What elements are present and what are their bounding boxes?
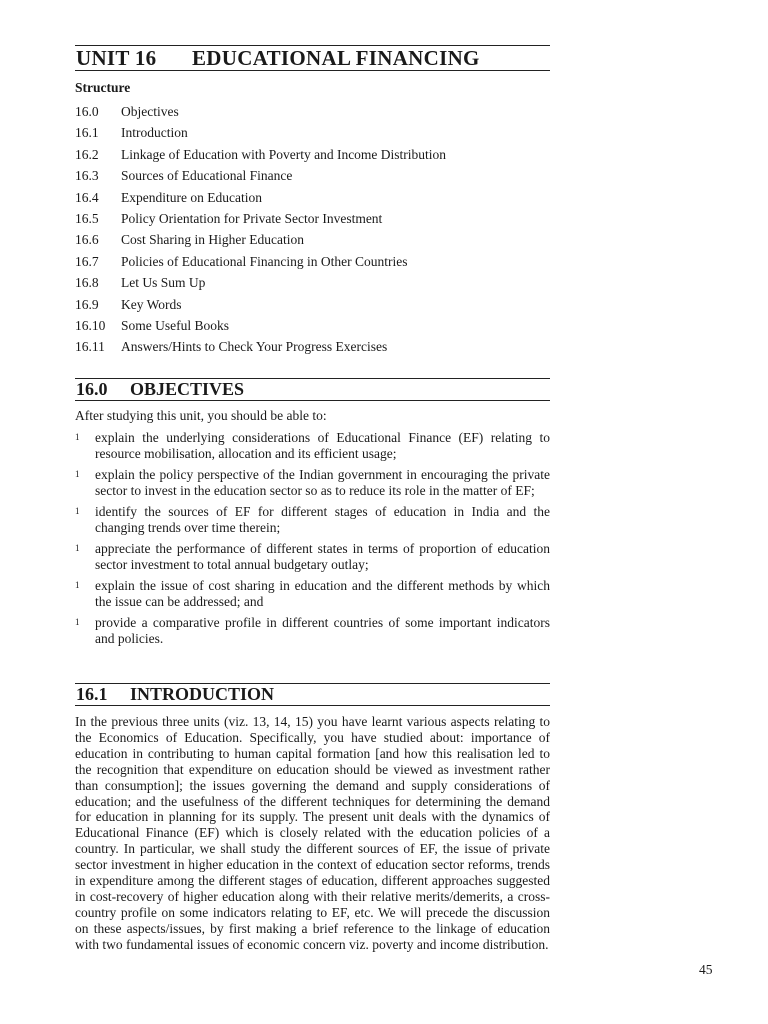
objective-item	[75, 541, 550, 572]
bullet-marker: 1	[75, 543, 80, 553]
objective-text: explain the issue of cost sharing in education and the different methods by which the issue can be addressed; and	[95, 578, 550, 609]
toc-item	[75, 294, 550, 315]
toc-number: 16.10	[75, 317, 106, 333]
toc-label: Sources of Educational Finance	[121, 168, 293, 184]
toc-label: Some Useful Books	[121, 317, 229, 333]
toc-label: Linkage of Education with Poverty and Income Distribution	[121, 146, 447, 162]
toc-item	[75, 315, 550, 336]
objective-text: explain the underlying considerations of Educational Finance (EF) relating to resource mobilisation, allocation and its efficient usage;	[95, 430, 550, 461]
toc-item	[75, 101, 550, 122]
section-number: 16.1	[76, 684, 108, 704]
objective-item	[75, 430, 550, 461]
bullet-marker: 1	[75, 432, 80, 442]
introduction-paragraph: In the previous three units (viz. 13, 14, 15) you have learnt various aspects relating to the Economics of Education. Specifically, you have studied about: importance of education in contributing to human capital formation [and how this realisation led to the recognition that expenditure on education should be viewed as investment rather than consumption]; the issues governing the demand and supply considerations of education; and the usefulness of the different techniques for determining the demand for education in planning for its supply. The present unit deals with the dynamics of Educational Finance (EF) which is closely related with the education policies of a country. In particular, we shall study the different sources of EF, the issue of private sector investment in higher education in the context of education sector reforms, trends in expenditure among the different stages of education, different approaches suggested in cost-recovery of higher education along with their relative merits/demerits, a cross-country profile on some indicators relating to EF, etc. We will precede the discussion on these aspects/issues, by first making a brief reference to the linkage of education with two fundamental issues of economic concern viz. poverty and income distribution.	[75, 714, 550, 952]
objective-item	[75, 504, 550, 535]
section-title: OBJECTIVES	[130, 379, 245, 399]
bullet-marker: 1	[75, 506, 80, 516]
objectives-list	[75, 430, 550, 652]
toc-number: 16.1	[75, 125, 99, 141]
section-bottom-rule	[75, 400, 550, 401]
bullet-marker: 1	[75, 580, 80, 590]
toc-number: 16.11	[75, 339, 105, 355]
objective-item	[75, 615, 550, 646]
objective-item	[75, 467, 550, 498]
toc-item	[75, 122, 550, 143]
objective-text: appreciate the performance of different states in terms of proportion of education sector investment to total annual budgetary outlay;	[95, 541, 550, 572]
toc-number: 16.6	[75, 232, 99, 248]
objective-text: provide a comparative profile in different countries of some important indicators and policies.	[95, 615, 550, 646]
toc-label: Expenditure on Education	[121, 189, 262, 205]
toc-number: 16.9	[75, 296, 99, 312]
bullet-marker: 1	[75, 617, 80, 627]
toc-item	[75, 272, 550, 293]
toc-label: Introduction	[121, 125, 188, 141]
toc-item	[75, 144, 550, 165]
toc-item	[75, 251, 550, 272]
toc-number: 16.8	[75, 275, 99, 291]
unit-number: UNIT 16	[76, 46, 157, 70]
toc-label: Objectives	[121, 104, 179, 119]
structure-list	[75, 101, 550, 358]
toc-item	[75, 187, 550, 208]
introduction-header	[75, 683, 550, 706]
introduction-title	[75, 684, 550, 705]
toc-label: Let Us Sum Up	[121, 275, 206, 291]
structure-label: Structure	[75, 80, 131, 95]
bullet-marker: 1	[75, 469, 80, 479]
toc-item	[75, 208, 550, 229]
toc-label: Policy Orientation for Private Sector Investment	[121, 210, 383, 226]
toc-label: Key Words	[121, 296, 182, 312]
toc-number: 16.4	[75, 189, 99, 205]
objectives-title	[75, 379, 550, 400]
section-title: INTRODUCTION	[130, 684, 275, 704]
bottom-rule	[75, 70, 550, 71]
toc-number: 16.5	[75, 210, 99, 226]
objectives-header	[75, 378, 550, 401]
unit-name: EDUCATIONAL FINANCING	[192, 46, 480, 70]
objective-text: explain the policy perspective of the Indian government in encouraging the private sector to invest in the education sector so as to reduce its role in the matter of EF;	[95, 467, 550, 498]
unit-title	[75, 46, 550, 70]
toc-number: 16.7	[75, 253, 99, 269]
toc-label: Cost Sharing in Higher Education	[121, 232, 304, 248]
toc-item	[75, 336, 550, 357]
toc-number: 16.0	[75, 104, 99, 119]
toc-item	[75, 165, 550, 186]
toc-number: 16.2	[75, 146, 99, 162]
section-number: 16.0	[76, 379, 108, 399]
objective-item	[75, 578, 550, 609]
toc-number: 16.3	[75, 168, 99, 184]
toc-label: Answers/Hints to Check Your Progress Exercises	[121, 339, 388, 355]
objectives-lead: After studying this unit, you should be able to:	[75, 408, 327, 423]
objective-text: identify the sources of EF for different stages of education in India and the changing trends over time therein;	[95, 504, 550, 535]
toc-label: Policies of Educational Financing in Other Countries	[121, 253, 408, 269]
section-bottom-rule	[75, 705, 550, 706]
toc-item	[75, 229, 550, 250]
page-number: 45	[699, 962, 713, 977]
unit-header	[75, 45, 550, 71]
